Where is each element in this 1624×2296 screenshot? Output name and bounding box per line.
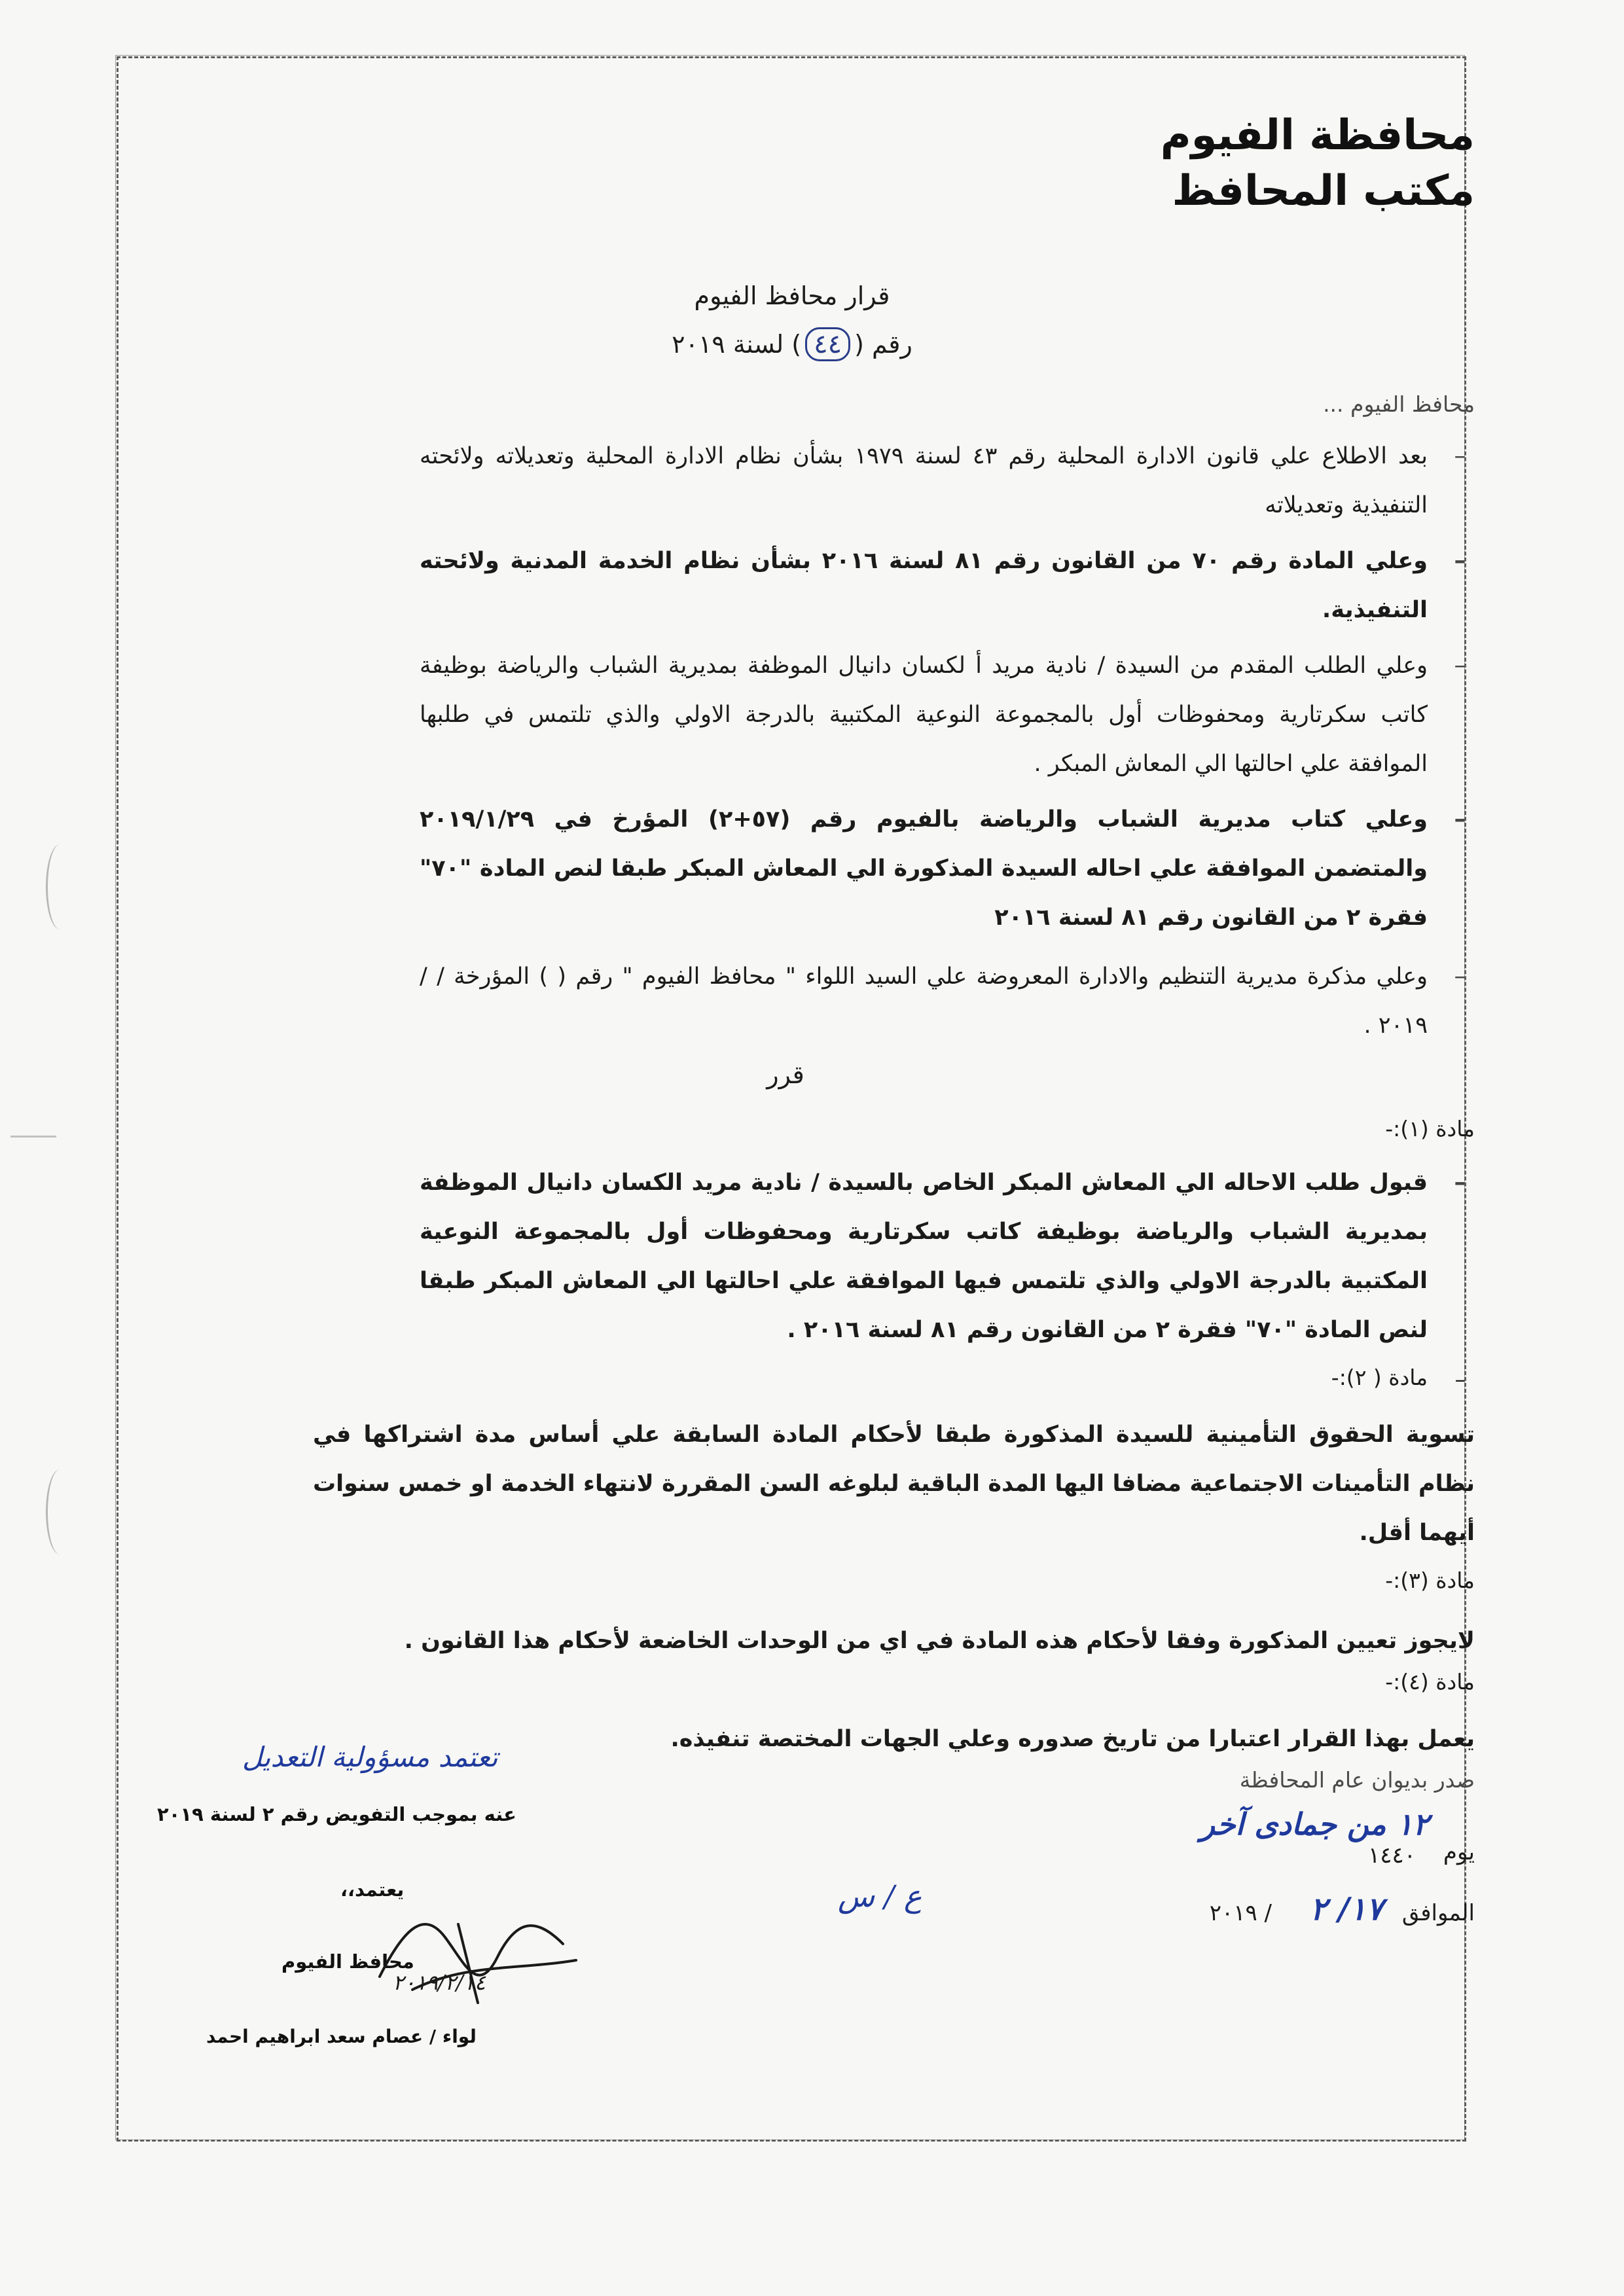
dash-bullet: – — [1454, 548, 1466, 574]
gregorian-year: / ٢٠١٩ — [1209, 1900, 1272, 1926]
decree-number-line — [563, 327, 1021, 361]
handwritten-note: تعتمد مسؤولية التعديل — [242, 1741, 498, 1773]
recital-text: وعلي الطلب المقدم من السيدة / نادية مريد أ لكسان دانيال الموظفة بمديرية الشباب والرياضة بوظيفة كاتب سكرتارية ومحفوظات أول بالمجموعة النوعية المكتبية بالدرجة الاولي والذي تلتمس في طلبها الموافقة علي احالتها الي المعاش المبكر . — [420, 653, 1428, 777]
article-1-text — [420, 1158, 1466, 1355]
recital-text: وعلي مذكرة مديرية التنظيم والادارة المعروضة علي السيد اللواء " محافظ الفيوم " رقم ( ) المؤرخة / / ٢٠١٩ . — [420, 963, 1428, 1039]
decree-number-handwritten: ٤٤ — [805, 327, 850, 361]
article-1-body: قبول طلب الاحاله الي المعاش المبكر الخاص بالسيدة / نادية مريد الكسان دانيال الموظفة بمديرية الشباب والرياضة بوظيفة كاتب سكرتارية ومحفوظات أول بالمجموعة النوعية المكتبية بالدرجة الاولي والذي تلتمس فيها الموافقة علي احالتها الي المعاش المبكر طبقا لنص المادة "٧٠" فقرة ٢ من القانون رقم ٨١ لسنة ٢٠١٦ . — [420, 1170, 1428, 1343]
recital-item — [420, 537, 1466, 635]
governor-name: لواء / عصام سعد ابراهيم احمد — [206, 2026, 477, 2047]
gregorian-date-handwritten: ١٧/ ٢ — [1310, 1891, 1383, 1928]
initials-handwritten: ع / س — [838, 1878, 922, 1914]
recital-item — [420, 641, 1466, 789]
decree-number-prefix: رقم ( — [854, 330, 912, 359]
hijri-date-line — [1200, 1806, 1475, 1878]
recital-item — [420, 952, 1466, 1050]
signature-date-handwritten: ٢٠١٩/٢/١٤ — [393, 1970, 486, 1995]
dash-bullet: – — [1454, 806, 1466, 833]
hijri-year: ١٤٤٠ — [1367, 1842, 1416, 1869]
article-1-label: مادة (١):- — [1385, 1116, 1475, 1141]
gregorian-date-line — [1134, 1891, 1475, 1947]
dash-bullet: – — [1454, 1367, 1466, 1392]
recital-item — [420, 432, 1466, 530]
recital-text: وعلي المادة رقم ٧٠ من القانون رقم ٨١ لسنة ٢٠١٦ بشأن نظام الخدمة المدنية ولائحته التنفيذية. — [420, 548, 1428, 623]
punch-hole-mark — [46, 1469, 74, 1554]
punch-hole-mark — [46, 844, 74, 929]
decree-number-suffix: ) لسنة ٢٠١٩ — [672, 330, 802, 359]
dash-bullet: – — [1454, 1170, 1466, 1196]
day-label: يوم — [1443, 1839, 1475, 1865]
margin-tick — [10, 1136, 56, 1138]
recital-text: وعلي كتاب مديرية الشباب والرياضة بالفيوم رقم (٥٧+٢) المؤرخ في ٢٠١٩/١/٢٩ والمتضمن الموافقة علي احاله السيدة المذكورة الي المعاش المبكر طبقا لنص المادة "٧٠" فقرة ٢ من القانون رقم ٨١ لسنة ٢٠١٦ — [420, 806, 1428, 931]
article-2-label: مادة ( ٢):- — [1331, 1365, 1428, 1390]
dash-bullet: – — [1454, 963, 1466, 990]
article-2-text: تسوية الحقوق التأمينية للسيدة المذكورة طبقا لأحكام المادة السابقة علي أساس مدة اشتراكها في نظام التأمينات الاجتماعية مضافا اليها المدة الباقية لبلوغه السن المقررة لانتهاء الخدمة او خمس سنوات أيهما أقل. — [313, 1422, 1475, 1546]
approved-line: يعتمد،، — [340, 1878, 405, 1901]
issued-at: صدر بديوان عام المحافظة — [1239, 1767, 1475, 1793]
governor-title: محافظ الفيوم — [281, 1950, 414, 1973]
article-3-text: لايجوز تعيين المذكورة وفقا لأحكام هذه المادة في اي من الوحدات الخاضعة لأحكام هذا القانون . — [404, 1628, 1475, 1654]
dash-bullet: – — [1454, 653, 1466, 679]
delegation-line: عنه بموجب التفويض رقم ٢ لسنة ٢٠١٩ — [157, 1803, 516, 1825]
dash-bullet: – — [1454, 443, 1466, 469]
recital-text: بعد الاطلاع علي قانون الادارة المحلية رقم ٤٣ لسنة ١٩٧٩ بشأن نظام الادارة المحلية وتعديلاته ولائحته التنفيذية وتعديلاته — [420, 443, 1428, 518]
decree-title: قرار محافظ الفيوم — [694, 281, 890, 310]
article-4-text: يعمل بهذا القرار اعتبارا من تاريخ صدوره وعلي الجهات المختصة تنفيذه. — [670, 1726, 1475, 1752]
article-4-label: مادة (٤):- — [1385, 1669, 1475, 1695]
governor-signature — [367, 1898, 583, 2016]
governorate-heading: محافظة الفيوم — [1160, 111, 1475, 160]
office-heading: مكتب المحافظ — [1172, 167, 1475, 215]
intro-line: محافظ الفيوم ... — [1323, 391, 1475, 417]
recital-item — [420, 795, 1466, 942]
hijri-date-handwritten: ١٢ من جمادى آخر — [1200, 1806, 1429, 1842]
article-3-label: مادة (٣):- — [1385, 1568, 1475, 1593]
decided-heading: قرر — [767, 1060, 804, 1089]
gregorian-label: الموافق — [1401, 1900, 1475, 1926]
